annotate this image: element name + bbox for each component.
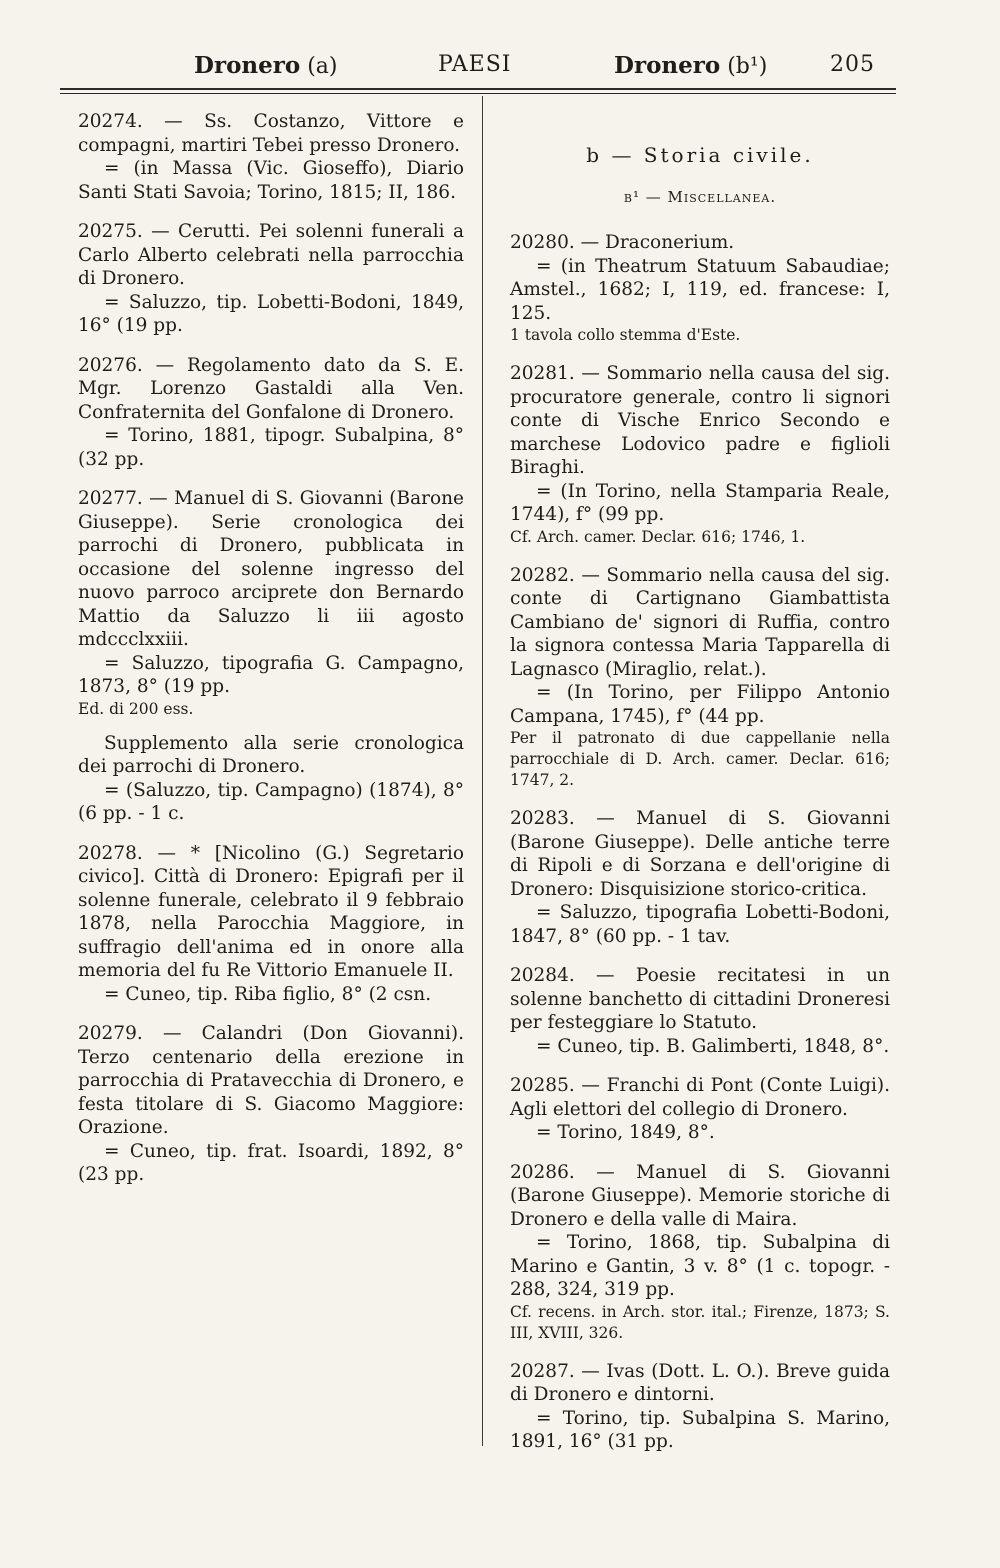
entry-heading: 20278. — * [Nicolino (G.) Segretario civico]. Città di Dronero: Epigrafi per il solenne funerale, celebrato il 9 febbraio 1878, nella Parocchia Maggiore, in suffragio dell'anima ed in onore alla memoria del fu Re Vittorio Emanuele II. <box>78 842 464 981</box>
header-rule-thick <box>60 88 896 90</box>
entry-supplement: Supplemento alla serie cronologica dei parrochi di Dronero. <box>78 732 464 777</box>
entry-20280 <box>510 231 890 346</box>
entry-heading: 20276. — Regolamento dato da S. E. Mgr. Lorenzo Gastaldi alla Ven. Confraternita del Gonfalone di Dronero. <box>78 354 464 423</box>
header-right-suffix: (b¹) <box>727 54 768 79</box>
header-right <box>614 52 767 79</box>
entry-heading: 20286. — Manuel di S. Giovanni (Barone Giuseppe). Memorie storiche di Dronero e della valle di Maira. <box>510 1161 890 1230</box>
entry-20275 <box>78 220 464 338</box>
entry-publication: = Torino, tip. Subalpina S. Marino, 1891, 16° (31 pp. <box>510 1407 890 1452</box>
section-title: b — Storia civile. <box>586 143 814 167</box>
entry-publication: = Cuneo, tip. frat. Isoardi, 1892, 8° (23 pp. <box>78 1140 464 1185</box>
entry-heading: 20285. — Franchi di Pont (Conte Luigi). Agli elettori del collegio di Dronero. <box>510 1075 890 1120</box>
entry-note: 1 tavola collo stemma d'Este. <box>510 326 741 344</box>
header-left-title: Dronero <box>194 52 301 79</box>
column-divider <box>482 96 483 1446</box>
entry-supplement-publication: = (Saluzzo, tip. Campagno) (1874), 8° (6 pp. - 1 c. <box>78 779 464 824</box>
entry-heading: 20280. — Draconerium. <box>510 232 735 253</box>
entry-note: Per il patronato di due cappellanie nella parrocchiale di D. Arch. camer. Declar. 616; 1747, 2. <box>510 729 890 789</box>
header-section: PAESI <box>438 52 512 77</box>
entry-publication: = (in Massa (Vic. Gioseffo), Diario Santi Stati Savoia; Torino, 1815; II, 186. <box>78 158 464 203</box>
entry-20287 <box>510 1360 890 1454</box>
entry-20277 <box>78 487 464 826</box>
entry-publication: = Torino, 1849, 8°. <box>536 1122 715 1143</box>
entry-heading: 20287. — Ivas (Dott. L. O.). Breve guida di Dronero e dintorni. <box>510 1360 890 1405</box>
entry-20282 <box>510 564 890 792</box>
entry-heading: 20277. — Manuel di S. Giovanni (Barone Giuseppe). Serie cronologica dei parrochi di Dronero, pubblicata in occasione del solenne ingresso del nuovo parroco arciprete don Bernardo Mattio da Saluzzo li iii agosto mdccclxxiii. <box>78 488 464 650</box>
right-column <box>510 110 890 1470</box>
page-number: 205 <box>830 52 875 77</box>
entry-20279 <box>78 1022 464 1187</box>
entry-publication: = Saluzzo, tipografia G. Campagno, 1873, 8° (19 pp. <box>78 652 464 697</box>
entry-publication: = Cuneo, tip. Riba figlio, 8° (2 csn. <box>104 983 432 1005</box>
entry-heading: 20281. — Sommario nella causa del sig. procuratore generale, contro li signori conte di Vische Enrico Secondo e marchese Lodovico padre e figlioli Biraghi. <box>510 363 890 478</box>
entry-note: Cf. Arch. camer. Declar. 616; 1746, 1. <box>510 527 806 546</box>
entry-publication: = (In Torino, per Filippo Antonio Campana, 1745), f° (44 pp. <box>510 682 890 727</box>
entry-note: Ed. di 200 ess. <box>78 699 194 718</box>
entry-20284 <box>510 964 890 1058</box>
entry-heading: 20275. — Cerutti. Pei solenni funerali a Carlo Alberto celebrati nella parrocchia di Dronero. <box>78 221 464 289</box>
header-left <box>194 52 338 79</box>
entry-publication: = (In Torino, nella Stamparia Reale, 1744), f° (99 pp. <box>510 480 890 525</box>
entry-publication: = Cuneo, tip. B. Galimberti, 1848, 8°. <box>536 1035 890 1057</box>
entry-heading: 20283. — Manuel di S. Giovanni (Barone Giuseppe). Delle antiche terre di Ripoli e di Sorzana e dell'origine di Dronero: Disquisizione storico-critica. <box>510 808 890 900</box>
entry-note: Cf. recens. in Arch. stor. ital.; Firenze, 1873; S. III, XVIII, 326. <box>510 1302 890 1342</box>
entry-20285 <box>510 1074 890 1145</box>
entry-heading: 20274. — Ss. Costanzo, Vittore e compagni, martiri Tebei presso Dronero. <box>78 111 464 156</box>
entry-20283 <box>510 807 890 948</box>
entry-publication: = Saluzzo, tipografia Lobetti-Bodoni, 1847, 8° (60 pp. - 1 tav. <box>510 902 890 947</box>
entry-publication: = Saluzzo, tip. Lobetti-Bodoni, 1849, 16° (19 pp. <box>78 291 464 336</box>
entry-publication: = Torino, 1868, tip. Subalpina di Marino e Gantin, 3 v. 8° (1 c. topogr. - 288, 324, 319 pp. <box>510 1232 890 1300</box>
entry-20281 <box>510 362 890 548</box>
entry-publication: = Torino, 1881, tipogr. Subalpina, 8° (32 pp. <box>78 425 464 470</box>
entry-heading: 20284. — Poesie recitatesi in un solenne banchetto di cittadini Droneresi per festeggiare lo Statuto. <box>510 965 890 1033</box>
page-header <box>60 52 882 88</box>
entry-20274 <box>78 110 464 204</box>
entry-heading: 20279. — Calandri (Don Giovanni). Terzo centenario della erezione in parrocchia di Pratavecchia di Dronero, e festa titolare di S. Giacomo Maggiore: Orazione. <box>78 1023 464 1138</box>
entry-publication: = (in Theatrum Statuum Sabaudiae; Amstel., 1682; I, 119, ed. francese: I, 125. <box>510 255 890 324</box>
entry-20278 <box>78 842 464 1007</box>
section-subtitle: b¹ — Miscellanea. <box>623 187 777 206</box>
header-right-title: Dronero <box>614 52 721 79</box>
left-column <box>78 110 464 1203</box>
entry-heading: 20282. — Sommario nella causa del sig. conte di Cartignano Giambattista Cambiano de' signori di Ruffia, contro la signora contessa Maria Tapparella di Lagnasco (Miraglio, relat.). <box>510 564 890 680</box>
entry-20286 <box>510 1161 890 1344</box>
header-left-suffix: (a) <box>307 54 338 79</box>
entry-20276 <box>78 354 464 472</box>
header-rule-thin <box>60 93 896 94</box>
